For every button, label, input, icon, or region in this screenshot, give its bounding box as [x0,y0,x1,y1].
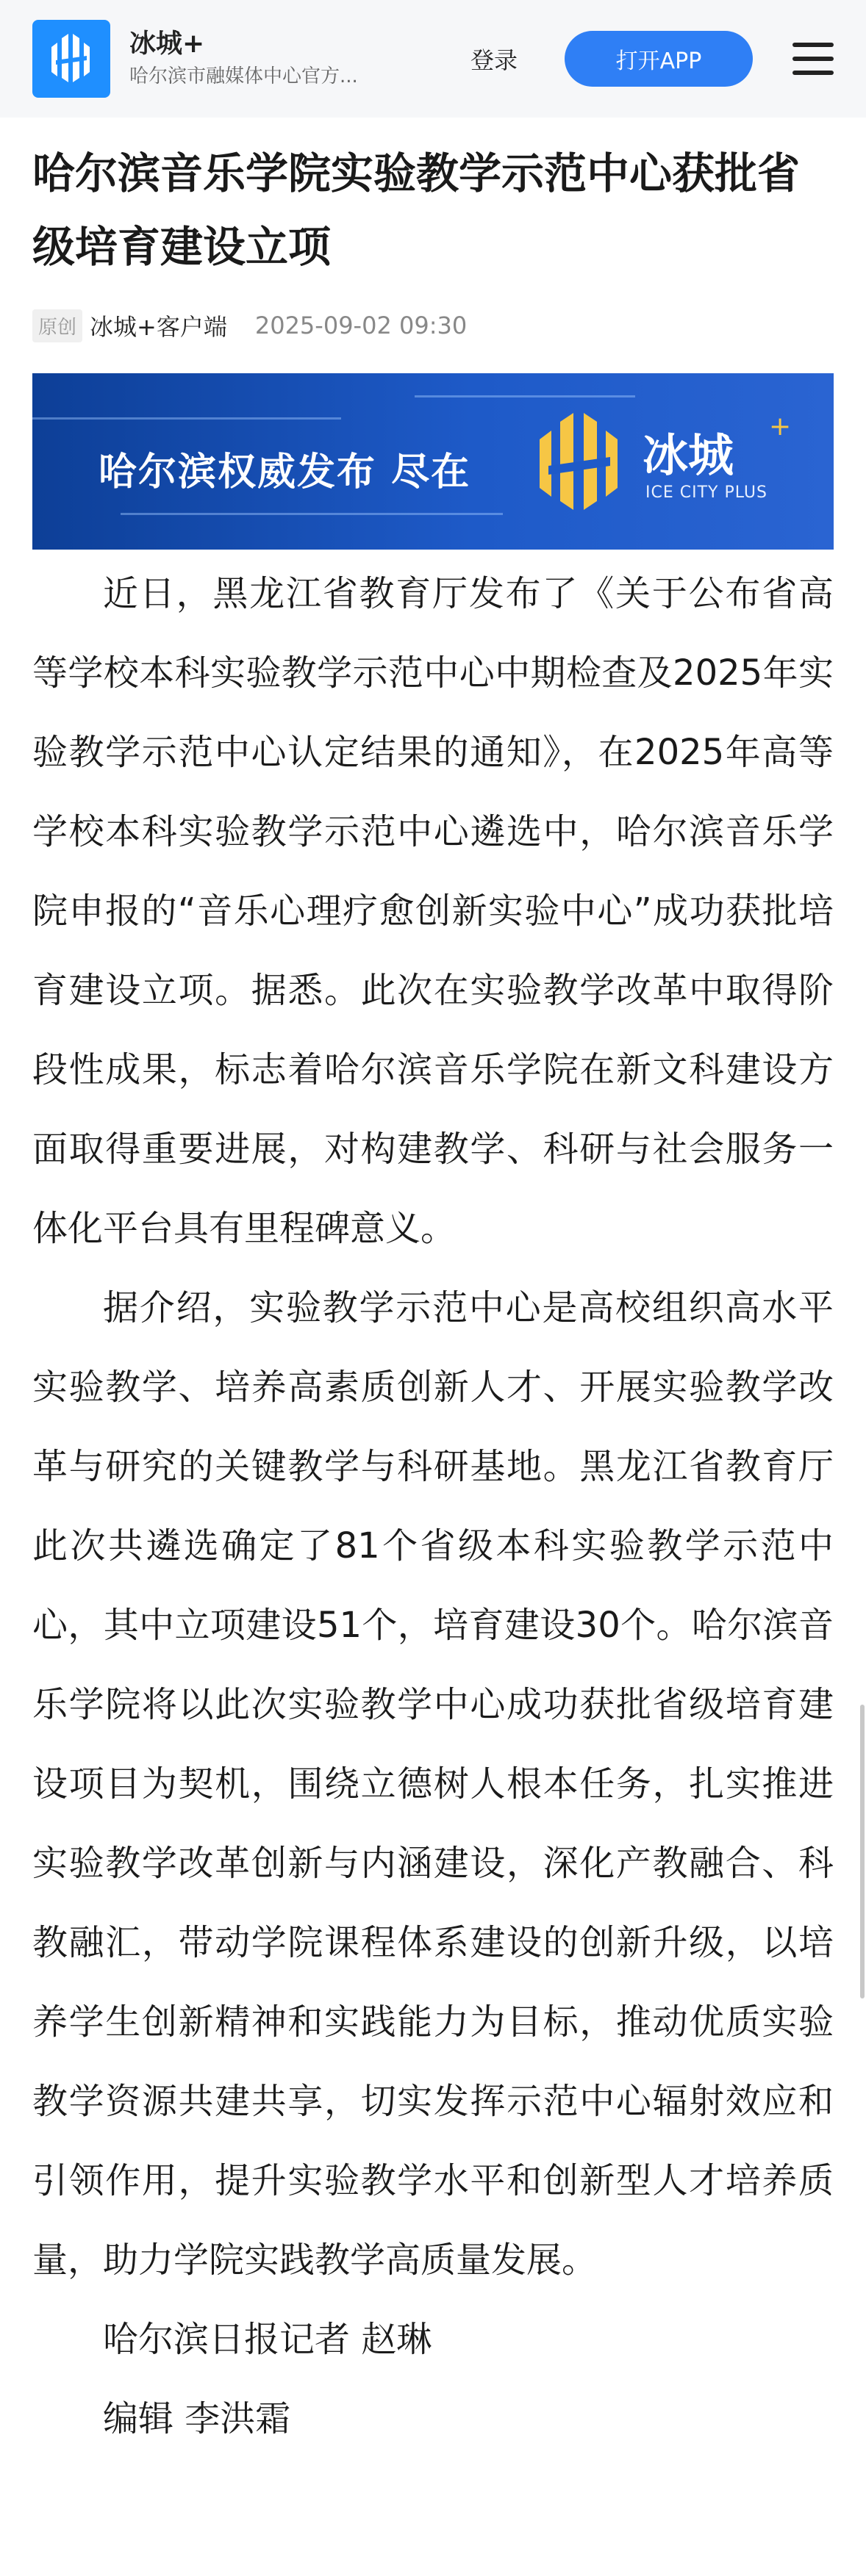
brand-block [129,26,423,91]
login-button[interactable]: 登录 [470,42,518,76]
menu-line [792,43,834,47]
banner-streak [121,513,503,515]
article-paragraph: 据介绍，实验教学示范中心是高校组织高水平实验教学、培养高素质创新人才、开展实验教学改革与研究的关键教学与科研基地。黑龙江省教育厅此次共遴选确定了81个省级本科实验教学示范中心，其中立项建设51个，培育建设30个。哈尔滨音乐学院将以此次实验教学中心成功获批省级培育建设项目为契机，围绕立德树人根本任务，扎实推进实验教学改革创新与内涵建设，深化产教融合、科教融汇，带动学院课程体系建设的创新升级，以培养学生创新精神和实践能力为目标，推动优质实验教学资源共建共享，切实发挥示范中心辐射效应和引领作用，提升实验教学水平和创新型人才培养质量，助力学院实践教学高质量发展。 [32,1287,834,2281]
scrollbar[interactable] [860,1705,865,1998]
article-source[interactable]: 冰城+客户端 [90,313,227,341]
editor-line: 编辑 李洪霜 [103,2398,291,2439]
original-badge: 原创 [32,309,82,342]
menu-line [792,57,834,61]
banner-slogan: 哈尔滨权威发布 尽在 [99,450,471,494]
banner-streak [32,417,341,420]
top-bar [0,0,866,118]
banner-logo-icon [529,407,632,517]
banner-brand-plus: + [769,411,792,442]
article-paragraph: 近日，黑龙江省教育厅发布了《关于公布省高等学校本科实验教学示范中心中期检查及2025年实验教学示范中心认定结果的通知》，在2025年高等学校本科实验教学示范中心遴选中，哈尔滨音乐学院申报的“音乐心理疗愈创新实验中心”成功获批培育建设立项。据悉。此次在实验教学改革中取得阶段性成果，标志着哈尔滨音乐学院在新文科建设方面取得重要进展，对构建教学、科研与社会服务一体化平台具有里程碑意义。 [32,573,834,1249]
hamburger-menu-icon[interactable] [792,43,834,75]
banner-streak [415,395,635,397]
ice-city-logo-icon[interactable] [32,20,110,98]
banner-brand-en: ICE CITY PLUS [645,483,767,502]
open-app-button[interactable]: 打开APP [565,31,753,87]
brand-name: 冰城+ [129,29,205,59]
reporter-line: 哈尔滨日报记者 赵琳 [103,2319,432,2360]
menu-line [792,71,834,75]
article-meta [32,307,467,344]
promo-banner[interactable] [32,373,834,550]
article-body [32,554,834,2458]
brand-subtitle: 哈尔滨市融媒体中心官方... [129,65,358,87]
publish-time: 2025-09-02 09:30 [254,312,468,339]
banner-brand-name: 冰城 [643,428,734,482]
article-title: 哈尔滨音乐学院实验教学示范中心获批省级培育建设立项 [32,148,801,272]
